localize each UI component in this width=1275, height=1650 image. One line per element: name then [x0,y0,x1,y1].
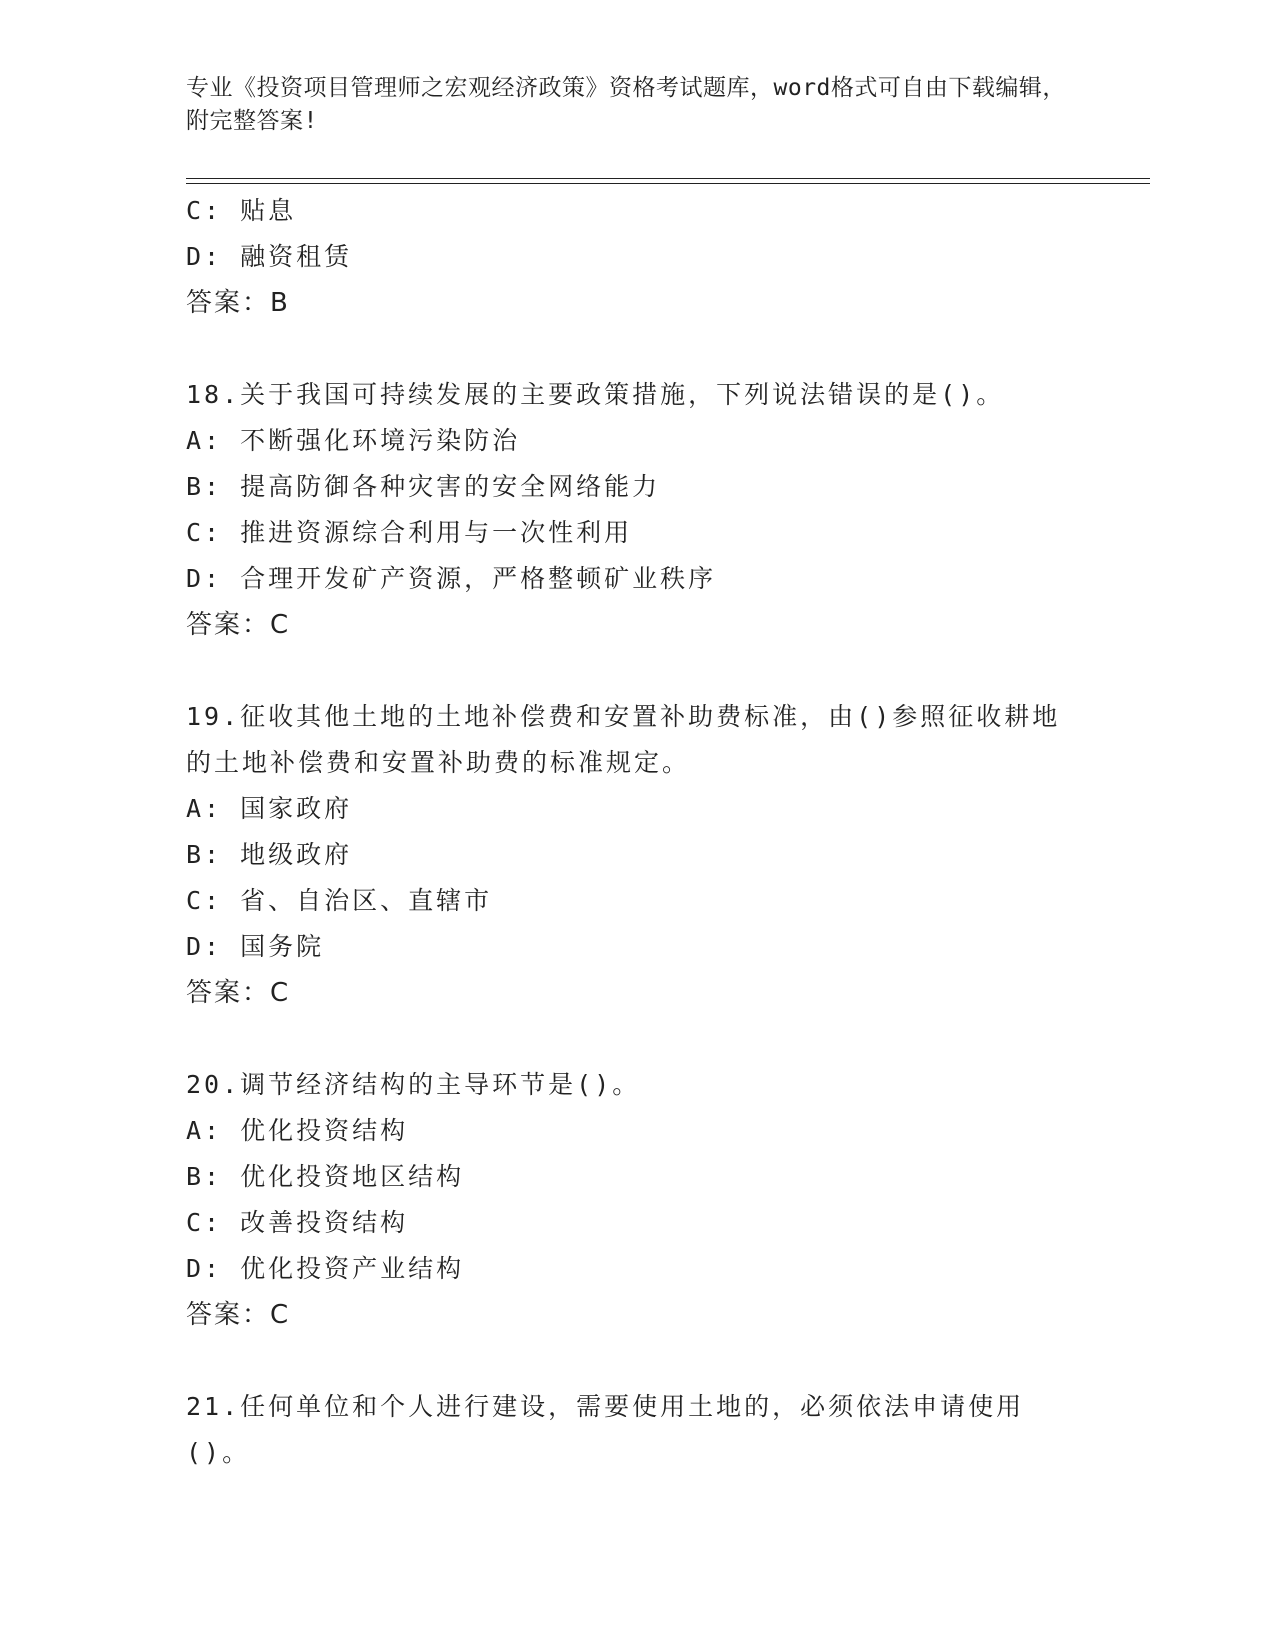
answer-option: C: 改善投资结构 [186,1208,409,1237]
spacer [186,648,1086,694]
answer-option: B: 提高防御各种灾害的安全网络能力 [186,472,661,501]
spacer [186,1338,1086,1384]
question-text: 19.征收其他土地的土地补偿费和安置补助费标准，由()参照征收耕地的土地补偿费和安置补助费的标准规定。 [186,702,1061,777]
header-divider-bottom [186,183,1150,184]
page-header [186,72,1066,138]
answer-option: C: 推进资源综合利用与一次性利用 [186,518,633,547]
header-divider-top [186,178,1150,179]
question-text: 21.任何单位和个人进行建设，需要使用土地的，必须依法申请使用()。 [186,1392,1025,1467]
answer-option: C: 省、自治区、直辖市 [186,886,493,915]
question-text: 18.关于我国可持续发展的主要政策措施，下列说法错误的是()。 [186,380,1005,409]
answer-option: A: 优化投资结构 [186,1116,409,1145]
correct-answer: 答案：B [186,288,290,318]
answer-option: D: 合理开发矿产资源，严格整顿矿业秩序 [186,564,717,593]
spacer [186,326,1086,372]
correct-answer: 答案：C [186,1300,291,1330]
correct-answer: 答案：C [186,610,291,640]
answer-option: A: 国家政府 [186,794,353,823]
question-text: 20.调节经济结构的主导环节是()。 [186,1070,641,1099]
answer-option: C: 贴息 [186,196,297,225]
question-list [186,188,1086,1476]
answer-option: D: 国务院 [186,932,325,961]
answer-option: D: 优化投资产业结构 [186,1254,465,1283]
header-title: 专业《投资项目管理师之宏观经济政策》资格考试题库，word格式可自由下载编辑，附完整答案! [186,75,1066,134]
answer-option: D: 融资租赁 [186,242,353,271]
answer-option: B: 地级政府 [186,840,353,869]
correct-answer: 答案：C [186,978,291,1008]
answer-option: A: 不断强化环境污染防治 [186,426,521,455]
answer-option: B: 优化投资地区结构 [186,1162,465,1191]
spacer [186,1016,1086,1062]
